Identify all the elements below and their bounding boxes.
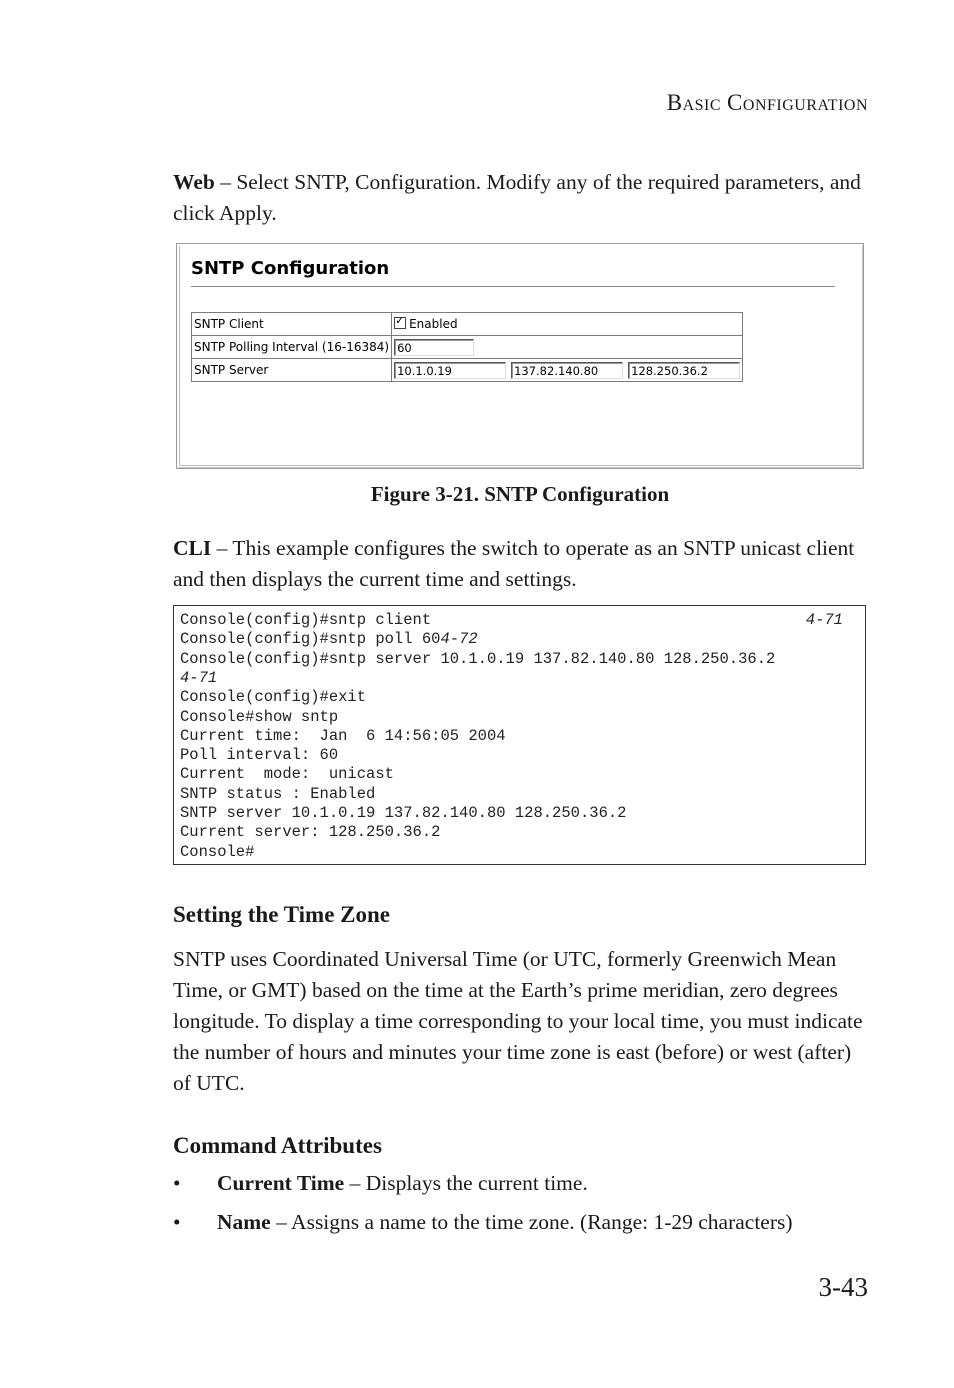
web-intro-text: – Select SNTP, Configuration. Modify any of the required parameters, and click Apply. [173,170,861,225]
list-item: • Name – Assigns a name to the time zone. (Range: 1-29 characters) [173,1210,793,1234]
sntp-config-table [191,312,743,382]
cli-line: Console(config)#sntp client [180,611,432,629]
web-intro-paragraph [173,167,873,229]
cli-line: Poll interval: 60 [180,746,339,765]
cli-line: Current time: Jan 6 14:56:05 2004 [180,726,506,745]
sntp-client-cell [392,313,743,336]
running-head: BASIC CONFIGURATION [666,90,868,115]
cli-page-ref: 4-72 [440,630,478,649]
sntp-server-cell [392,359,743,382]
table-row [192,336,743,359]
sntp-server-input-2[interactable]: 137.82.140.80 [511,362,623,379]
cli-intro-text: – This example configures the switch to operate as an SNTP unicast client and then displays the current time and settings. [173,536,855,591]
cli-line: Console(config)#sntp server 10.1.0.19 137.82.140.80 128.250.36.2 [180,649,776,668]
cli-example-box [173,605,866,865]
list-item: • Current Time – Displays the current time. [173,1171,588,1195]
time-zone-paragraph: SNTP uses Coordinated Universal Time (or UTC, formerly Greenwich Mean Time, or GMT) based on the time at the Earth’s prime meridian, zero degrees longitude. To display a time corresponding to your local time, you must indicate the number of hours and minutes your time zone is east (before) or west (after) of UTC. [173,947,863,1095]
polling-interval-cell [392,336,743,359]
bullet-icon: • [173,1210,181,1234]
sntp-server-label: SNTP Server [192,359,392,382]
sntp-config-title: SNTP Configuration [191,258,390,279]
web-label: Web [173,170,215,194]
cli-line: Current server: 128.250.36.2 [180,823,441,842]
cli-page-ref: 4-71 [805,611,843,629]
page-number: 3-43 [818,1272,868,1302]
sntp-config-screenshot [176,243,864,469]
enabled-label: Enabled [409,317,458,331]
cli-label: CLI [173,536,212,560]
cli-intro-paragraph [173,533,873,595]
section-heading-command-attributes: Command Attributes [173,1133,382,1158]
figure-caption: Figure 3-21. SNTP Configuration [370,482,670,506]
table-row [192,313,743,336]
sntp-client-checkbox[interactable] [394,317,406,329]
section-heading-time-zone: Setting the Time Zone [173,902,391,927]
cli-line: Console(config)#exit [180,688,367,707]
bullet-icon: • [173,1171,181,1195]
cli-page-ref: 4-71 [180,668,218,687]
sntp-server-input-3[interactable]: 128.250.36.2 [628,362,740,379]
title-divider [191,286,835,287]
cli-line: Current mode: unicast [180,765,394,784]
cli-line: Console# [180,842,255,861]
cli-line: Console(config)#sntp poll 604-72 [180,630,478,649]
cli-line: Console#show sntp [180,707,339,726]
table-row [192,359,743,382]
sntp-server-input-1[interactable]: 10.1.0.19 [394,362,506,379]
cli-line: SNTP server 10.1.0.19 137.82.140.80 128.250.36.2 [180,804,627,822]
polling-interval-input[interactable]: 60 [394,339,474,356]
cli-line: SNTP status : Enabled [180,784,376,803]
sntp-client-label: SNTP Client [192,313,392,336]
polling-interval-label: SNTP Polling Interval (16-16384) [192,336,392,359]
